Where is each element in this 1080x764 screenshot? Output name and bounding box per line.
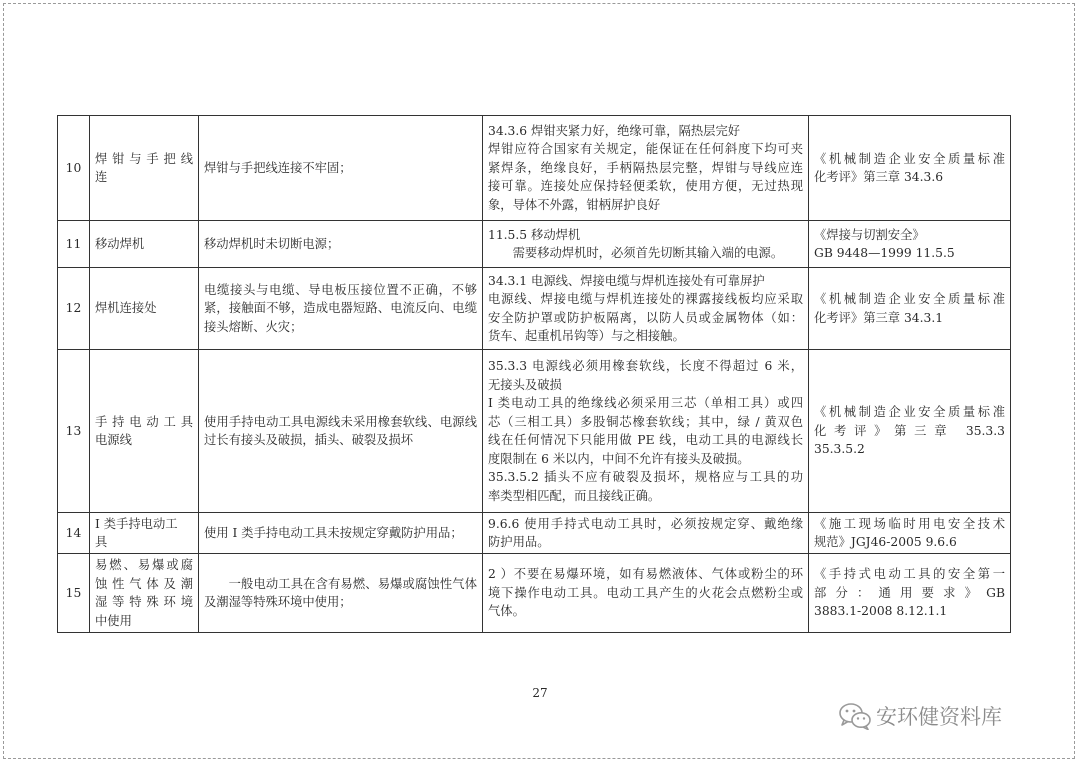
reference-standard: 《手持式电动工具的安全第一 部分：通用要求》GB 3883.1-2008 8.12.1.1: [809, 554, 1011, 633]
hazard-description: 移动焊机时未切断电源；: [199, 221, 483, 268]
safety-requirement: 35.3.3 电源线必须用橡套软线，长度不得超过 6 米， 无接头及破损 I 类电动工具的绝缘线必须采用三芯（单相工具）或四 芯（三相工具）多股铜芯橡套软线；其中，绿 / 黄双色 线在任何情况下只能用做 PE 线，电动工具的电源线长 度限制在 6 米以内，中间不允许有接头及破损。 35.3.5.2 插头不应有破裂及损坏，规格应与工具的功 率类型相匹配，而且接线正确。: [483, 350, 809, 513]
table-row: [58, 116, 1011, 221]
row-number: 12: [58, 268, 90, 350]
table-row: [58, 221, 1011, 268]
row-number: 10: [58, 116, 90, 221]
reference-standard: 《施工现场临时用电安全技术 规范》JGJ46-2005 9.6.6: [809, 513, 1011, 554]
watermark: [838, 701, 1002, 731]
safety-requirement: 9.6.6 使用手持式电动工具时，必须按规定穿、戴绝缘 防护用品。: [483, 513, 809, 554]
hazard-description: 使用 I 类手持电动工具未按规定穿戴防护用品；: [199, 513, 483, 554]
safety-requirement: 34.3.6 焊钳夹紧力好，绝缘可靠，隔热层完好 焊钳应符合国家有关规定，能保证在任何斜度下均可夹 紧焊条，绝缘良好，手柄隔热层完整，焊钳与导线应连 接可靠。连接处应保持轻便柔软，使用方便，无过热现 象，导体不外露，钳柄屏护良好: [483, 116, 809, 221]
row-number: 14: [58, 513, 90, 554]
safety-requirement: 2 ）不要在易爆环境，如有易燃液体、气体或粉尘的环 境下操作电动工具。电动工具产生的火花会点燃粉尘或 气体。: [483, 554, 809, 633]
hazard-location: 手持电动工具 电源线: [90, 350, 199, 513]
row-number: 11: [58, 221, 90, 268]
hazard-location: 焊机连接处: [90, 268, 199, 350]
hazard-description: 使用手持电动工具电源线未采用橡套软线、电源线过长有接头及破损，插头、破裂及损坏: [199, 350, 483, 513]
reference-standard: 《机械制造企业安全质量标准 化考评》第三章 34.3.6: [809, 116, 1011, 221]
table-row: [58, 268, 1011, 350]
reference-standard: 《机械制造企业安全质量标准 化考评》第三章 34.3.1: [809, 268, 1011, 350]
watermark-text: 安环健资料库: [876, 705, 1002, 729]
page-number: 27: [532, 686, 548, 700]
table-row: [58, 554, 1011, 633]
reference-standard: 《机械制造企业安全质量标准 化考评》第三章 35.3.3 35.3.5.2: [809, 350, 1011, 513]
hazard-description: 焊钳与手把线连接不牢固；: [199, 116, 483, 221]
row-number: 15: [58, 554, 90, 633]
row-number: 13: [58, 350, 90, 513]
hazard-location: 焊钳与手把线 连: [90, 116, 199, 221]
safety-requirement: 11.5.5 移动焊机 需要移动焊机时，必须首先切断其输入端的电源。: [483, 221, 809, 268]
hazard-description: 电缆接头与电缆、导电板压接位置不正确，不够紧，接触面不够，造成电器短路、电流反向、电缆接头熔断、火灾；: [199, 268, 483, 350]
table-row: [58, 350, 1011, 513]
safety-requirement: 34.3.1 电源线、焊接电缆与焊机连接处有可靠屏护 电源线、焊接电缆与焊机连接处的裸露接线板均应采取 安全防护罩或防护板隔离，以防人员或金属物体（如： 货车、起重机吊钩等）与之相接触。: [483, 268, 809, 350]
hazard-location: I 类手持电动工 具: [90, 513, 199, 554]
hazard-location: 易燃、易爆或腐 蚀性气体及潮 湿等特殊环境 中使用: [90, 554, 199, 633]
hazard-location: 移动焊机: [90, 221, 199, 268]
reference-standard: 《焊接与切割安全》 GB 9448—1999 11.5.5: [809, 221, 1011, 268]
wechat-icon: [838, 702, 872, 730]
hazard-table: [57, 115, 1011, 633]
table-row: [58, 513, 1011, 554]
hazard-description: 一般电动工具在含有易燃、易爆或腐蚀性气体及潮湿等特殊环境中使用；: [199, 554, 483, 633]
